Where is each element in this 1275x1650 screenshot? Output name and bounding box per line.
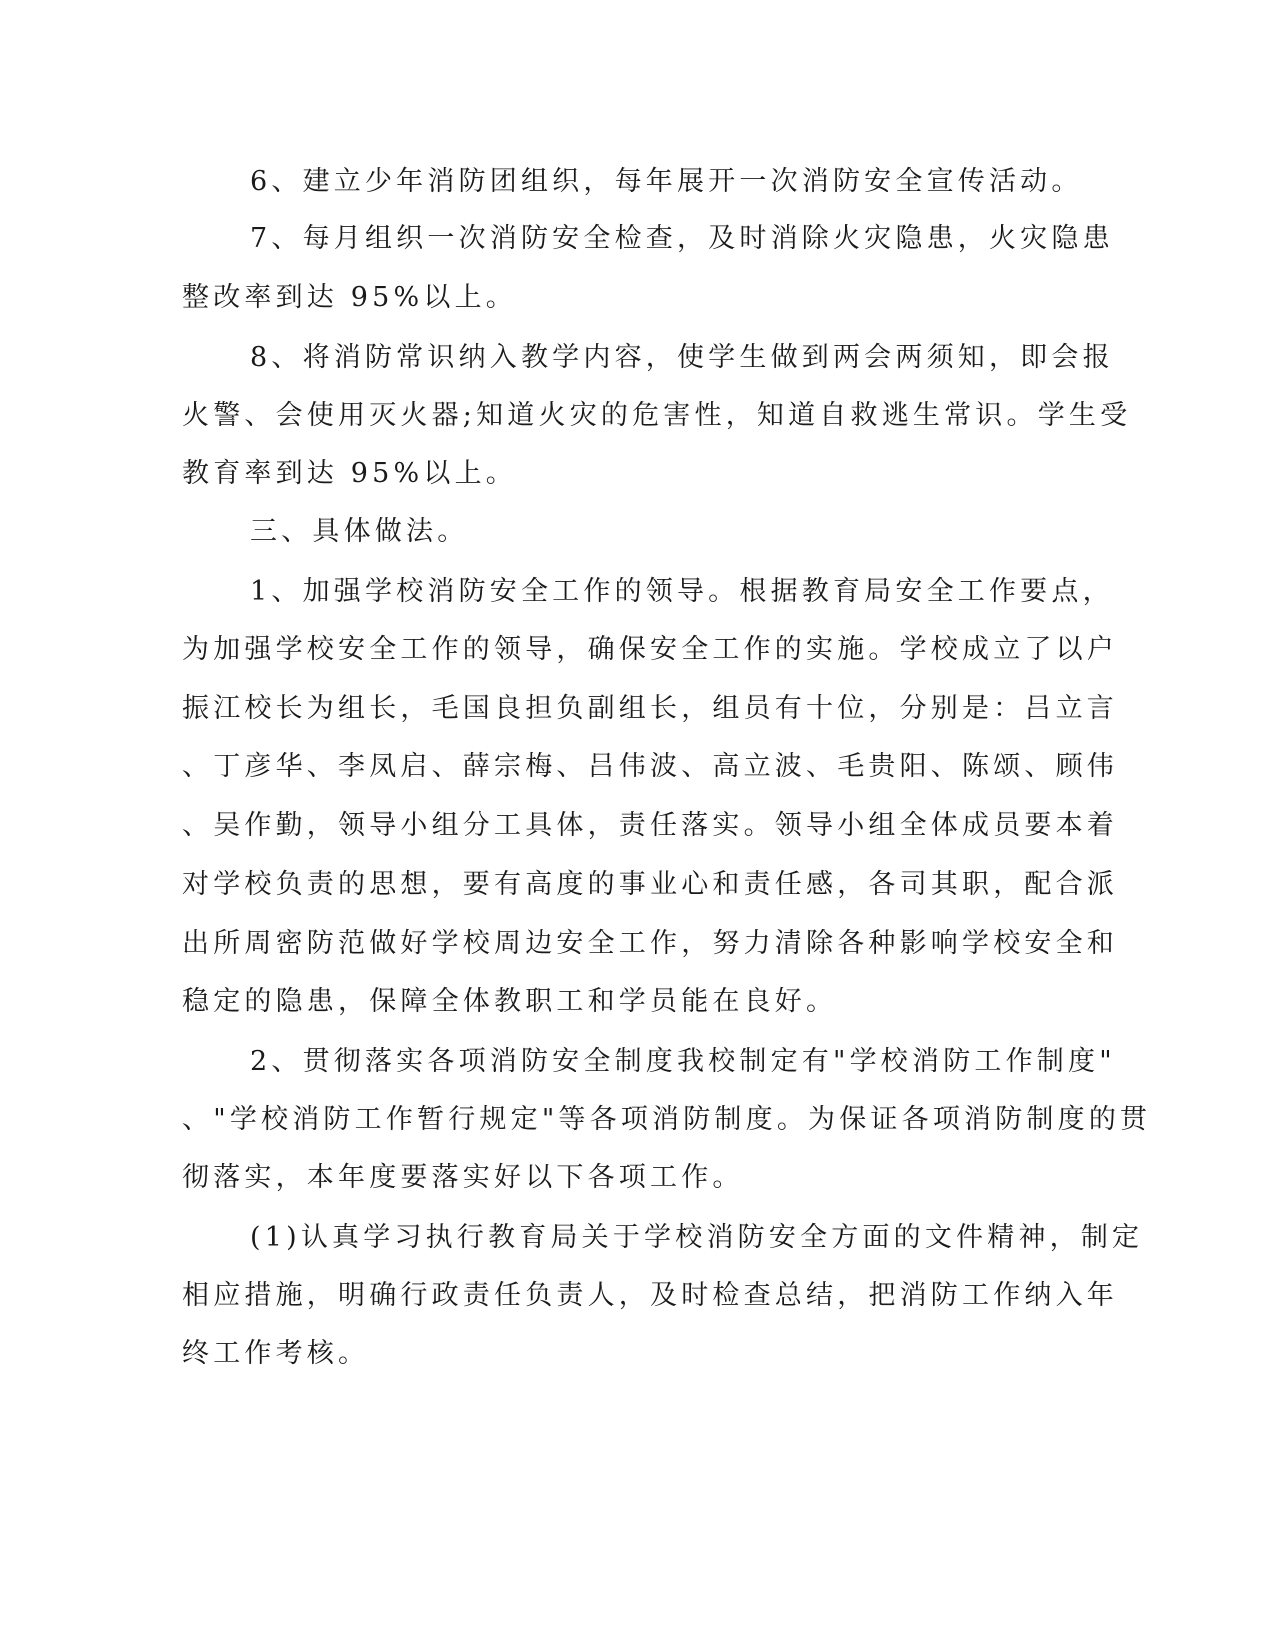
paragraph-1-line-6: 对学校负责的思想，要有高度的事业心和责任感，各司其职，配合派 [182,869,1118,900]
section-heading-methods: 三、具体做法。 [250,516,469,547]
paragraph-item-8-line-2: 火警、会使用灭火器;知道火灾的危害性，知道自救逃生常识。学生受 [182,400,1132,431]
paragraph-item-7-line-2: 整改率到达 95%以上。 [182,282,517,313]
paragraph-item-6: 6、建立少年消防团组织，每年展开一次消防安全宣传活动。 [250,166,1083,197]
paragraph-item-8-line-1: 8、将消防常识纳入教学内容，使学生做到两会两须知，即会报 [250,342,1114,373]
paragraph-item-7-line-1: 7、每月组织一次消防安全检查，及时消除火灾隐患，火灾隐患 [250,223,1114,254]
paragraph-1-line-5: 、吴作勤，领导小组分工具体，责任落实。领导小组全体成员要本着 [182,810,1118,841]
paragraph-2-line-1: 2、贯彻落实各项消防安全制度我校制定有"学校消防工作制度" [250,1046,1116,1077]
paragraph-1-line-2: 为加强学校安全工作的领导，确保安全工作的实施。学校成立了以户 [182,634,1118,665]
paragraph-1-line-1: 1、加强学校消防安全工作的领导。根据教育局安全工作要点， [250,576,1114,607]
paragraph-2-1-line-1: (1)认真学习执行教育局关于学校消防安全方面的文件精神，制定 [250,1222,1144,1253]
paragraph-2-line-3: 彻落实，本年度要落实好以下各项工作。 [182,1162,744,1193]
paragraph-1-line-3: 振江校长为组长，毛国良担负副组长，组员有十位，分别是：吕立言 [182,693,1118,724]
paragraph-1-line-8: 稳定的隐患，保障全体教职工和学员能在良好。 [182,986,838,1017]
paragraph-1-line-4: 、丁彦华、李凤启、薛宗梅、吕伟波、高立波、毛贵阳、陈颂、顾伟 [182,751,1118,782]
paragraph-1-line-7: 出所周密防范做好学校周边安全工作，努力清除各种影响学校安全和 [182,928,1118,959]
paragraph-2-1-line-2: 相应措施，明确行政责任负责人，及时检查总结，把消防工作纳入年 [182,1280,1118,1311]
paragraph-2-1-line-3: 终工作考核。 [182,1338,370,1369]
paragraph-2-line-2: 、"学校消防工作暂行规定"等各项消防制度。为保证各项消防制度的贯 [182,1104,1152,1135]
paragraph-item-8-line-3: 教育率到达 95%以上。 [182,458,517,489]
